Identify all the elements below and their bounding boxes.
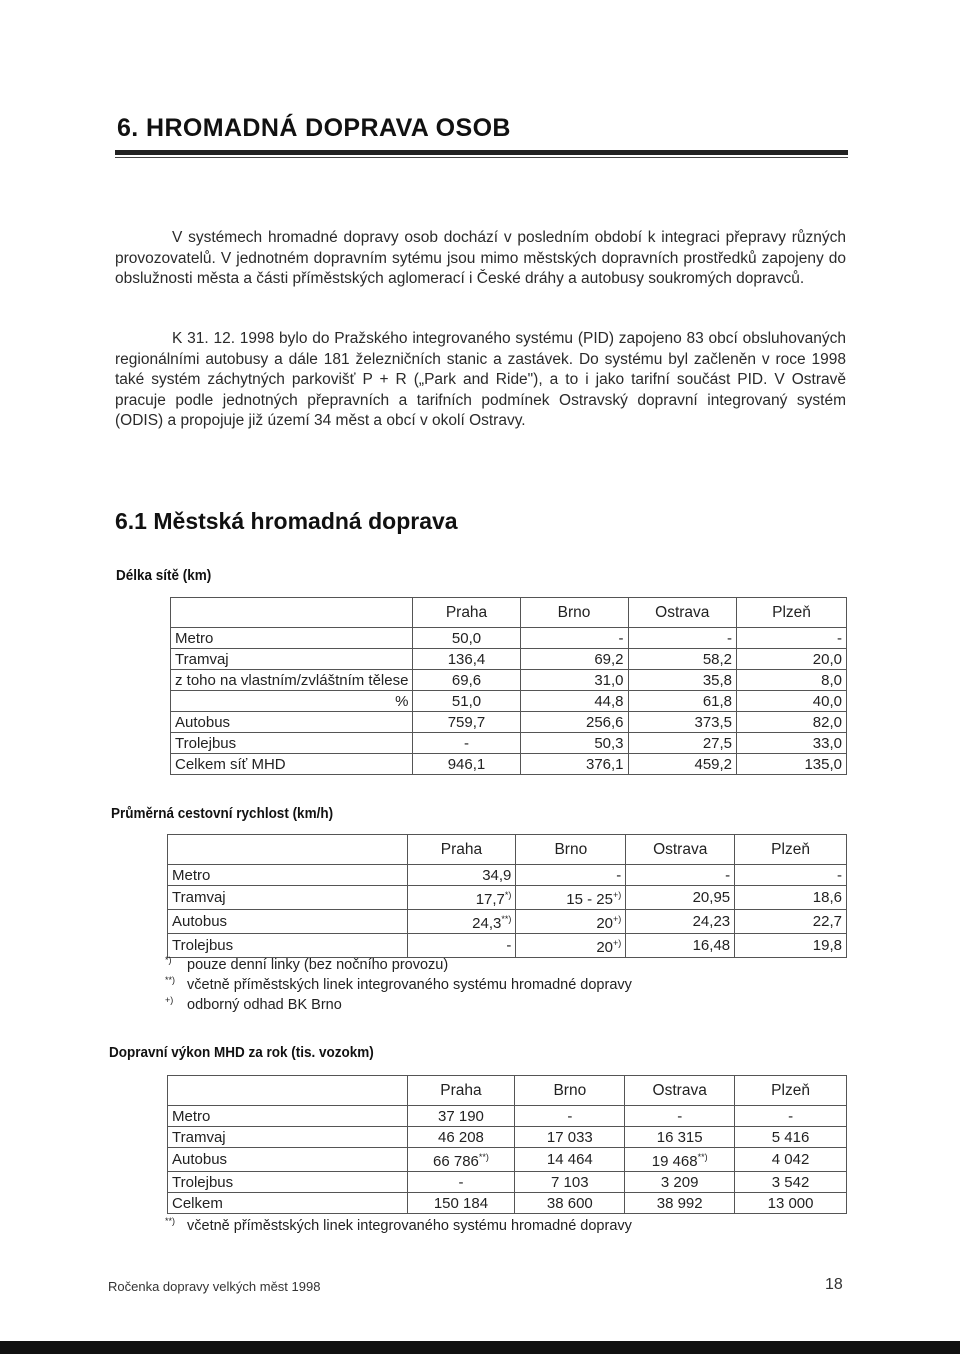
- cell-value: 373,5: [694, 713, 733, 731]
- header-row: [168, 1076, 847, 1106]
- cell-value: 3 209: [660, 1173, 699, 1191]
- cell-value: 8,0: [821, 671, 842, 689]
- cell-value: 135,0: [804, 755, 842, 773]
- row-label: Metro: [171, 628, 413, 649]
- column-header: Plzeň: [735, 835, 847, 865]
- cell-value: 37 190: [438, 1107, 484, 1125]
- cell-value: 20: [596, 915, 613, 932]
- cell-value: 38 600: [546, 1194, 593, 1212]
- cell-value: -: [616, 866, 622, 884]
- table-cell: [515, 1106, 625, 1127]
- table-row: [171, 754, 847, 775]
- cell-value: 50,0: [451, 629, 482, 647]
- cell-value: 17,7: [475, 891, 505, 908]
- table-cell: [628, 712, 737, 733]
- footnote-mark: *): [504, 890, 512, 900]
- table-cell: [735, 1127, 847, 1148]
- row-label: Trolejbus: [168, 934, 408, 958]
- table-cell: [628, 754, 737, 775]
- table-cell: [516, 910, 626, 934]
- table-cell: [626, 886, 735, 910]
- cell-value: 38 992: [656, 1194, 703, 1212]
- table-cell: [625, 1172, 735, 1193]
- table-cell: [407, 1148, 515, 1172]
- chapter-title: 6. HROMADNÁ DOPRAVA OSOB: [117, 114, 511, 142]
- table-cell: [407, 1127, 515, 1148]
- table-cell: [625, 1127, 735, 1148]
- footnote: [165, 1216, 632, 1236]
- section-title: 6.1 Městská hromadná doprava: [115, 508, 458, 534]
- table-row: [168, 1127, 847, 1148]
- footnote-text: včetně příměstských linek integrovaného systému hromadné dopravy: [187, 1217, 632, 1234]
- table-cell: [628, 691, 737, 712]
- table-cell: [735, 886, 847, 910]
- table-cell: [413, 628, 520, 649]
- table-cell: [407, 1193, 515, 1214]
- cell-value: 150 184: [433, 1194, 489, 1212]
- table-cell: [737, 733, 847, 754]
- cell-value: 17 033: [546, 1128, 593, 1146]
- cell-value: 256,6: [585, 713, 624, 731]
- column-header: Ostrava: [625, 1076, 735, 1106]
- column-header: Brno: [520, 598, 628, 628]
- page-number: 18: [825, 1276, 843, 1293]
- table2-footnotes: [165, 955, 632, 1015]
- table-cell: [407, 934, 516, 958]
- column-header: Praha: [413, 598, 520, 628]
- table-cell: [625, 1193, 735, 1214]
- table-cell: [628, 628, 737, 649]
- transport-output-table: [167, 1075, 847, 1214]
- cell-value: -: [727, 629, 733, 647]
- column-header: Ostrava: [626, 835, 735, 865]
- table-cell: [413, 733, 520, 754]
- cell-value: 5 416: [771, 1128, 810, 1146]
- cell-value: 14 464: [546, 1151, 593, 1168]
- footnote-text: pouze denní linky (bez nočního provozu): [187, 956, 449, 973]
- table-row: [168, 1148, 847, 1172]
- title-rule-thin: [115, 157, 848, 158]
- table-cell: [737, 712, 847, 733]
- table-row: [171, 733, 847, 754]
- table-cell: [625, 1106, 735, 1127]
- row-label: Autobus: [171, 712, 413, 733]
- footnote-mark: **): [501, 914, 512, 924]
- table1-title: Délka sítě (km): [116, 567, 212, 584]
- cell-value: 20: [596, 939, 613, 956]
- footnote-mark: +): [165, 995, 174, 1005]
- table-cell: [737, 670, 847, 691]
- cell-value: -: [506, 937, 512, 954]
- row-label: Celkem síť MHD: [171, 754, 413, 775]
- cell-value: 19,8: [812, 937, 842, 954]
- row-label: Autobus: [168, 910, 408, 934]
- table-cell: [413, 712, 520, 733]
- footnote-text: odborný odhad BK Brno: [187, 996, 342, 1013]
- table-cell: [520, 670, 628, 691]
- header-row: [168, 835, 847, 865]
- table-cell: [735, 934, 847, 958]
- cell-value: 16,48: [692, 937, 731, 954]
- cell-value: 34,9: [482, 866, 512, 884]
- row-label: Trolejbus: [171, 733, 413, 754]
- intro-paragraph: [115, 228, 846, 290]
- cell-value: 46 208: [438, 1128, 484, 1146]
- cell-value: -: [677, 1107, 683, 1125]
- table-cell: [407, 910, 516, 934]
- footer-publication: Ročenka dopravy velkých měst 1998: [108, 1279, 321, 1294]
- cell-value: 946,1: [447, 755, 486, 773]
- row-label: Metro: [168, 865, 408, 886]
- cell-value: 51,0: [451, 692, 482, 710]
- cell-value: -: [567, 1107, 573, 1125]
- footnote-mark: **): [697, 1152, 708, 1162]
- header-row: [171, 598, 847, 628]
- table-cell: [407, 865, 516, 886]
- table-row: [168, 934, 847, 958]
- table-row: [171, 712, 847, 733]
- table-cell: [407, 1172, 515, 1193]
- cell-value: 7 103: [551, 1173, 589, 1191]
- corner-cell: [168, 1076, 408, 1106]
- cell-value: 82,0: [812, 713, 842, 731]
- table-cell: [516, 934, 626, 958]
- footnote-text: včetně příměstských linek integrovaného systému hromadné dopravy: [187, 976, 632, 993]
- table2-title: Průměrná cestovní rychlost (km/h): [111, 805, 334, 822]
- table-row: [168, 865, 847, 886]
- row-label: z toho na vlastním/zvláštním tělese: [171, 670, 413, 691]
- corner-cell: [168, 835, 408, 865]
- cell-value: 20,95: [692, 889, 731, 906]
- speed-table: [167, 834, 847, 958]
- cell-value: 61,8: [702, 692, 733, 710]
- table-row: [171, 670, 847, 691]
- table-cell: [413, 754, 520, 775]
- cell-value: 13 000: [767, 1194, 814, 1212]
- row-label: %: [171, 691, 413, 712]
- footnote: [165, 975, 632, 995]
- column-header: Praha: [407, 835, 516, 865]
- table-cell: [413, 670, 520, 691]
- table-cell: [520, 628, 628, 649]
- table-cell: [413, 691, 520, 712]
- table-cell: [735, 1106, 847, 1127]
- row-label: Tramvaj: [171, 649, 413, 670]
- cell-value: 24,3: [472, 915, 502, 932]
- row-label: Metro: [168, 1106, 408, 1127]
- paragraph-2: K 31. 12. 1998 bylo do Pražského integrovaného systému (PID) zapojeno 83 obcí obsluhovaných regionálními autobusy a dále 181 železničních stanic a zastávek. Do systému byl začleněn v roce 1998 také systém záchytných parkovišť P + R („Park and Ride"), a to i jako tarifní součást PID. V Ostravě pracuje podle jednotných přepravních a tarifních podmínek Ostravský dopravní integrovaný systém (ODIS) a propojuje již území 34 měst a obcí v okolí Ostravy.: [115, 330, 846, 429]
- table-cell: [735, 1193, 847, 1214]
- cell-value: 58,2: [702, 650, 733, 668]
- table-cell: [626, 934, 735, 958]
- cell-value: -: [458, 1173, 464, 1191]
- table-cell: [735, 865, 847, 886]
- table-row: [171, 649, 847, 670]
- table-cell: [735, 1148, 847, 1172]
- table-cell: [413, 649, 520, 670]
- table3-footnotes: [165, 1216, 632, 1236]
- cell-value: 15 - 25: [566, 891, 613, 908]
- cell-value: -: [725, 866, 731, 884]
- cell-value: 40,0: [812, 692, 842, 710]
- table-row: [171, 691, 847, 712]
- row-label: Trolejbus: [168, 1172, 408, 1193]
- footnote-mark: *): [165, 955, 172, 965]
- column-header: Brno: [516, 835, 626, 865]
- table-cell: [625, 1148, 735, 1172]
- footnote-mark: **): [165, 1216, 176, 1226]
- cell-value: 27,5: [702, 734, 733, 752]
- table-cell: [520, 649, 628, 670]
- table-row: [171, 628, 847, 649]
- table-cell: [407, 1106, 515, 1127]
- table-row: [168, 1106, 847, 1127]
- footnote-mark: +): [613, 914, 622, 924]
- pid-paragraph: [115, 329, 846, 432]
- table-row: [168, 1193, 847, 1214]
- cell-value: 4 042: [771, 1151, 810, 1168]
- row-label: Celkem: [168, 1193, 408, 1214]
- table-cell: [628, 649, 737, 670]
- table-row: [168, 910, 847, 934]
- cell-value: 459,2: [694, 755, 733, 773]
- table-cell: [735, 1172, 847, 1193]
- cell-value: 66 786: [433, 1153, 479, 1170]
- table-cell: [737, 649, 847, 670]
- cell-value: -: [788, 1107, 794, 1125]
- column-header: Plzeň: [735, 1076, 847, 1106]
- cell-value: 19 468: [651, 1153, 698, 1170]
- table-cell: [515, 1148, 625, 1172]
- table-cell: [628, 733, 737, 754]
- cell-value: 20,0: [812, 650, 842, 668]
- table-cell: [520, 691, 628, 712]
- corner-cell: [171, 598, 413, 628]
- cell-value: 24,23: [692, 913, 731, 930]
- network-length-table: [170, 597, 847, 775]
- cell-value: 16 315: [656, 1128, 703, 1146]
- table-cell: [520, 712, 628, 733]
- cell-value: 31,0: [594, 671, 624, 689]
- table-cell: [737, 628, 847, 649]
- column-header: Brno: [515, 1076, 625, 1106]
- table-cell: [515, 1193, 625, 1214]
- table-cell: [626, 865, 735, 886]
- table-cell: [515, 1127, 625, 1148]
- cell-value: -: [618, 629, 624, 647]
- cell-value: 22,7: [812, 913, 842, 930]
- table3-title: Dopravní výkon MHD za rok (tis. vozokm): [109, 1044, 374, 1061]
- cell-value: -: [837, 629, 842, 647]
- column-header: Ostrava: [628, 598, 737, 628]
- table-row: [168, 886, 847, 910]
- cell-value: 18,6: [812, 889, 842, 906]
- cell-value: 50,3: [594, 734, 624, 752]
- cell-value: 69,2: [594, 650, 624, 668]
- footnote-mark: **): [478, 1152, 489, 1162]
- cell-value: 44,8: [594, 692, 624, 710]
- column-header: Plzeň: [737, 598, 847, 628]
- cell-value: 136,4: [447, 650, 486, 668]
- table-cell: [516, 865, 626, 886]
- row-label: Autobus: [168, 1148, 408, 1172]
- footnote-mark: +): [613, 890, 622, 900]
- footnote-mark: **): [165, 975, 176, 985]
- table-cell: [628, 670, 737, 691]
- cell-value: 376,1: [585, 755, 624, 773]
- table-cell: [407, 886, 516, 910]
- table-cell: [737, 754, 847, 775]
- footnote: [165, 995, 632, 1015]
- paragraph-1: V systémech hromadné dopravy osob dochází v posledním období k integraci přepravy různých provozovatelů. V jednotném dopravním sytému jsou mimo městských dopravních prostředků zapojeny do obslužnosti města a části příměstských aglomerací i České dráhy a autobusy soukromých dopravců.: [115, 229, 846, 287]
- table-cell: [626, 910, 735, 934]
- table-cell: [520, 754, 628, 775]
- cell-value: 69,6: [451, 671, 482, 689]
- footnote: [165, 955, 632, 975]
- column-header: Praha: [407, 1076, 515, 1106]
- bottom-bar: [0, 1341, 960, 1354]
- cell-value: 3 542: [771, 1173, 810, 1191]
- footnote-mark: +): [613, 938, 622, 948]
- title-rule: [115, 150, 848, 155]
- table-cell: [520, 733, 628, 754]
- row-label: Tramvaj: [168, 1127, 408, 1148]
- table-row: [168, 1172, 847, 1193]
- table-cell: [735, 910, 847, 934]
- table-cell: [737, 691, 847, 712]
- cell-value: 33,0: [812, 734, 842, 752]
- cell-value: -: [464, 734, 469, 752]
- table-cell: [516, 886, 626, 910]
- table-cell: [515, 1172, 625, 1193]
- cell-value: -: [837, 866, 842, 884]
- cell-value: 759,7: [447, 713, 486, 731]
- cell-value: 35,8: [702, 671, 733, 689]
- row-label: Tramvaj: [168, 886, 408, 910]
